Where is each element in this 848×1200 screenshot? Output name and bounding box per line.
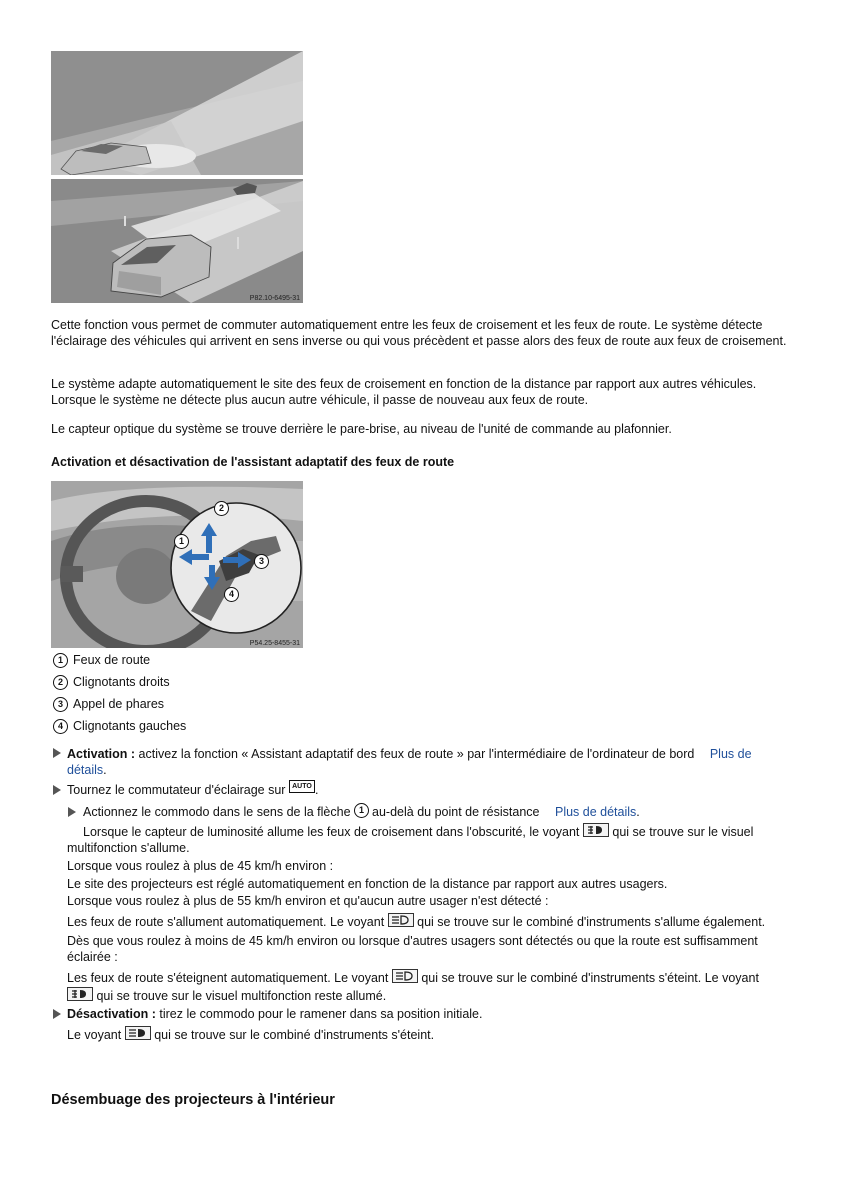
callout-2: 2 <box>214 501 229 516</box>
callout-1: 1 <box>174 534 189 549</box>
intro-paragraph-2: Le système adapte automatiquement le site des feux de croisement en fonction de la distance par rapport aux autres véhicules. Lorsque le système ne détecte plus aucun autre véhicule, il passe de nouveau aux feux de route. <box>51 377 757 407</box>
figure-code: P54.25-8455-31 <box>249 640 300 647</box>
period: . <box>636 805 640 819</box>
legend-label: Clignotants gauches <box>73 719 187 733</box>
bullet-arrow-icon <box>53 785 61 795</box>
des-que-text-cont: éclairée : <box>67 950 118 964</box>
low-beam-indicator-icon <box>67 987 93 1001</box>
headlight-illustration <box>51 51 303 303</box>
feux-off-text-cont: qui se trouve sur le combiné d'instruments s'éteint. Le voyant <box>421 971 759 985</box>
deactivation-label: Désactivation : <box>67 1007 156 1021</box>
legend-number: 3 <box>53 697 68 712</box>
stalk-illustration <box>51 481 303 648</box>
legend-label: Appel de phares <box>73 697 165 711</box>
bullet-arrow-icon <box>53 748 61 758</box>
high-beam-indicator-icon <box>392 969 418 983</box>
speed-45-text: Lorsque vous roulez à plus de 45 km/h environ : <box>67 859 334 873</box>
more-details-link[interactable]: Plus de <box>709 747 752 761</box>
legend-label: Clignotants droits <box>73 675 170 689</box>
legend-item <box>53 673 170 691</box>
activation-label: Activation : <box>67 747 136 761</box>
period: . <box>314 783 319 797</box>
low-beam-indicator-icon <box>583 823 609 837</box>
arrow-number-icon: 1 <box>354 803 369 818</box>
legend-number: 4 <box>53 719 68 734</box>
deactivation-step <box>67 1006 777 1022</box>
voyant-text: Le voyant <box>67 1028 122 1042</box>
feux-on-text: Les feux de route s'allument automatiquement. Le voyant <box>67 915 385 929</box>
intro-paragraph-1: Cette fonction vous permet de commuter automatiquement entre les feux de croisement et les feux de route. Le système détecte l'éclairage des véhicules qui arrivent en sens inverse ou qui vous précèdent et passe alors des feux de route aux feux de croisement. <box>51 318 787 348</box>
capteur-line-2: multifonction s'allume. <box>67 841 190 855</box>
more-details-link[interactable]: Plus de détails <box>554 805 637 819</box>
high-beam-indicator-icon <box>388 913 414 927</box>
section-heading: Désembuage des projecteurs à l'intérieur <box>51 1092 335 1108</box>
feux-off-line <box>67 970 797 986</box>
period: . <box>103 763 107 777</box>
figure-code: P82.10-6495-31 <box>249 295 300 302</box>
headlight-scenes-graphic <box>51 51 303 303</box>
legend-label: Feux de route <box>73 653 151 667</box>
legend-item <box>53 717 186 735</box>
feux-on-line <box>67 914 797 930</box>
activation-step <box>67 746 777 778</box>
callout-3: 3 <box>254 554 269 569</box>
deactivation-text: tirez le commodo pour le ramener dans sa position initiale. <box>155 1007 483 1021</box>
voyant-line <box>67 1027 777 1043</box>
intro-paragraph-3: Le capteur optique du système se trouve derrière le pare-brise, au niveau de l'unité de commande au plafonnier. <box>51 422 672 436</box>
capteur-text-cont: qui se trouve sur le visuel <box>612 825 754 839</box>
voyant-text-cont: qui se trouve sur le combiné d'instruments s'éteint. <box>154 1028 435 1042</box>
feux-off-text-end: qui se trouve sur le visuel multifonction reste allumé. <box>96 989 387 1003</box>
subheading: Activation et désactivation de l'assistant adaptatif des feux de route <box>51 455 455 469</box>
more-details-link-cont[interactable]: détails <box>67 763 104 777</box>
legend-item <box>53 651 150 669</box>
legend-number: 2 <box>53 675 68 690</box>
feux-off-line-2 <box>67 988 797 1004</box>
legend-item <box>53 695 164 713</box>
callout-4: 4 <box>224 587 239 602</box>
capteur-line <box>83 824 783 840</box>
actionnez-step <box>83 804 783 820</box>
feux-off-text: Les feux de route s'éteignent automatiquement. Le voyant <box>67 971 389 985</box>
bullet-arrow-icon <box>53 1009 61 1019</box>
turn-switch-step <box>67 782 777 798</box>
actionnez-text: Actionnez le commodo dans le sens de la flèche <box>83 805 351 819</box>
bullet-arrow-icon <box>68 807 76 817</box>
legend-number: 1 <box>53 653 68 668</box>
high-beam-indicator-icon <box>125 1026 151 1040</box>
auto-switch-icon: AUTO <box>289 780 315 793</box>
capteur-text: Lorsque le capteur de luminosité allume les feux de croisement dans l'obscurité, le voyant <box>83 825 580 839</box>
des-que-text: Dès que vous roulez à moins de 45 km/h environ ou lorsque d'autres usagers sont détectés ou que la route est suffisamment <box>67 934 758 948</box>
turn-switch-text: Tournez le commutateur d'éclairage sur <box>67 783 286 797</box>
speed-55-text: Lorsque vous roulez à plus de 55 km/h environ et qu'aucun autre usager n'est détecté : <box>67 894 549 908</box>
activation-text: activez la fonction « Assistant adaptatif des feux de route » par l'intermédiaire de l'ordinateur de bord <box>135 747 695 761</box>
actionnez-text-cont: au-delà du point de résistance <box>372 805 540 819</box>
feux-on-text-cont: qui se trouve sur le combiné d'instruments s'allume également. <box>417 915 766 929</box>
site-regle-text: Le site des projecteurs est réglé automatiquement en fonction de la distance par rapport aux autres usagers. <box>67 877 668 891</box>
